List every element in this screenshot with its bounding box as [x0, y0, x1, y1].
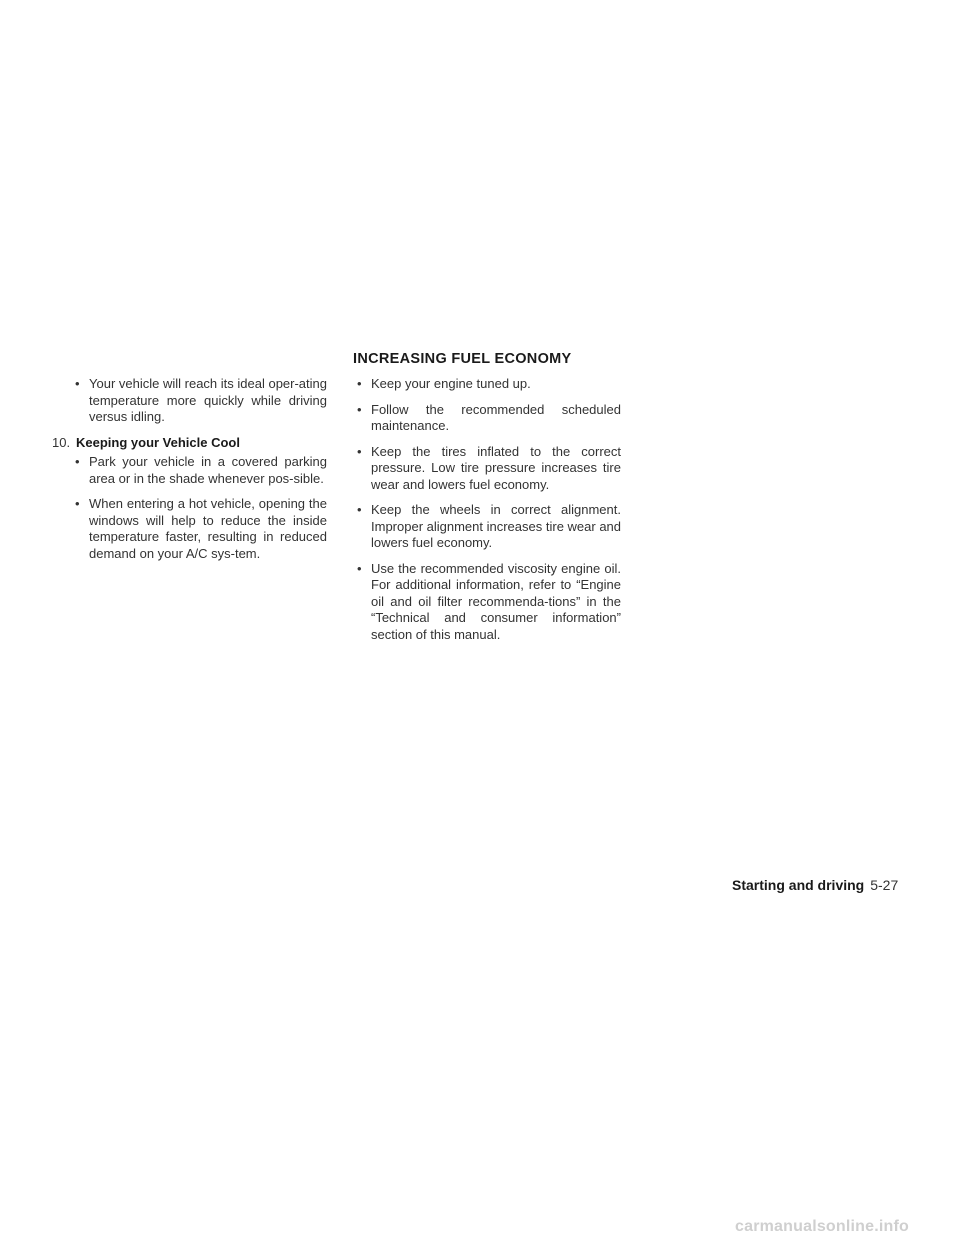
- item-number: 10.: [52, 434, 71, 450]
- list-item-text: Your vehicle will reach its ideal oper-ating temperature more quickly while driving versus idling.: [89, 376, 327, 424]
- bullet-icon: •: [357, 443, 362, 459]
- list-item-text: Keep the wheels in correct alignment. Improper alignment increases tire wear and lowers fuel economy.: [371, 502, 622, 550]
- nested-list: [72, 454, 327, 562]
- list-item: [354, 402, 621, 435]
- list-item-text: Keep the tires inflated to the correct pressure. Low tire pressure increases tire wear and lowers fuel economy.: [371, 443, 621, 492]
- list-item: [72, 496, 327, 562]
- bullet-icon: •: [357, 502, 362, 517]
- list-item-text: When entering a hot vehicle, opening the windows will help to reduce the inside temperature faster, resulting in reduced demand on your A/C sys-tem.: [89, 496, 327, 561]
- bullet-icon: •: [357, 560, 362, 576]
- list-item: [72, 454, 327, 487]
- bullet-icon: •: [357, 376, 362, 391]
- numbered-item: [52, 435, 327, 452]
- list-item-text: Follow the recommended scheduled maintenance.: [371, 401, 621, 433]
- left-column: [52, 376, 327, 571]
- item-heading: Keeping your Vehicle Cool: [76, 434, 240, 450]
- list-item-text: Park your vehicle in a covered parking area or in the shade whenever pos-sible.: [89, 454, 327, 486]
- list-item-text: Keep your engine tuned up.: [371, 376, 531, 391]
- right-column: [354, 376, 621, 652]
- page-number: 5-27: [870, 877, 899, 893]
- bullet-icon: •: [75, 376, 80, 391]
- watermark: carmanualsonline.info: [735, 1218, 910, 1235]
- list-item: [354, 376, 621, 393]
- list-item: [72, 376, 327, 426]
- section-title: INCREASING FUEL ECONOMY: [353, 351, 572, 367]
- bullet-icon: •: [357, 401, 362, 417]
- list-item-text: Use the recommended viscosity engine oil. For additional information, refer to “Engine oil and oil filter recommenda-tions” in the “Technical and consumer information” section of this manual.: [371, 560, 621, 642]
- list-item: [354, 444, 621, 494]
- bullet-icon: •: [75, 454, 80, 469]
- footer-section-title: Starting and driving: [732, 877, 865, 893]
- page-footer: [732, 877, 932, 893]
- bullet-icon: •: [75, 496, 80, 511]
- list-item: [354, 561, 621, 644]
- list-item: [354, 502, 621, 552]
